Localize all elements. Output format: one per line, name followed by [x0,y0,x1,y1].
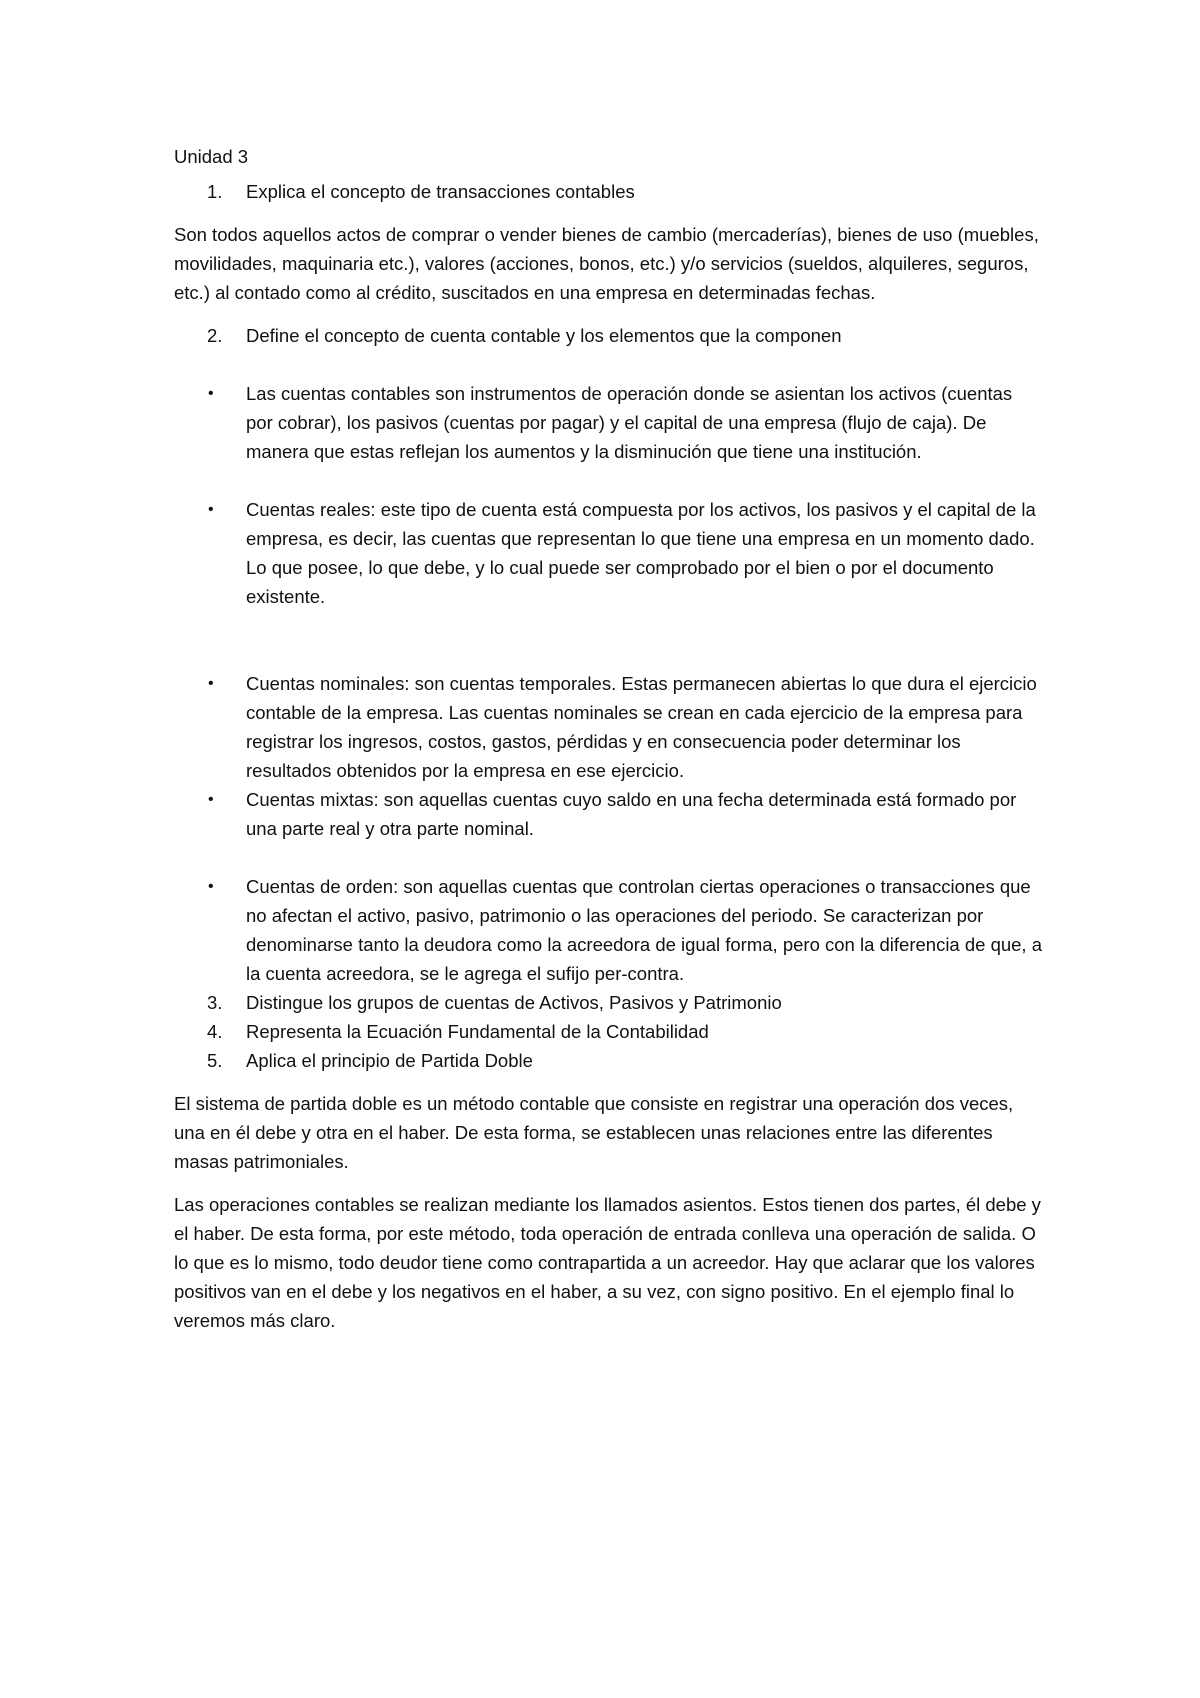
bullet-icon: • [208,791,214,808]
bullet-text: Cuentas de orden: son aquellas cuentas que controlan ciertas operaciones o transacciones que no afectan el activo, pasivo, patrimonio o las operaciones del periodo. Se caracterizan por denominarse tanto la deudora como la acreedora de igual forma, pero con la diferencia de que, a la cuenta acreedora, se le agrega el sufijo per-contra. [246,876,1043,984]
bullet-icon: • [208,878,214,895]
answer-1-paragraph: Son todos aquellos actos de comprar o vender bienes de cambio (mercaderías), bienes de uso (muebles, movilidades, maquinaria etc.), valores (acciones, bonos, etc.) y/o servicios (sueldos, alquileres, seguros, etc.) al contado como al crédito, suscitados en una empresa en determinadas fechas. [174,224,1039,303]
answer-5-paragraph-1: El sistema de partida doble es un método contable que consiste en registrar una operación dos veces, una en él debe y otra en el haber. De esta forma, se establecen unas relaciones entre las diferentes masas patrimoniales. [174,1093,1014,1172]
bullet-icon: • [208,385,214,402]
bullet-item [174,669,1044,785]
question-text: Aplica el principio de Partida Doble [246,1050,533,1071]
bullet-text: Cuentas reales: este tipo de cuenta está compuesta por los activos, los pasivos y el capital de la empresa, es decir, las cuentas que representan lo que tiene una empresa en un momento dado. Lo que posee, lo que debe, y lo cual puede ser comprobado por el bien o por el documento existente. [246,499,1036,607]
question-text: Representa la Ecuación Fundamental de la Contabilidad [246,1021,709,1042]
bullet-text: Cuentas nominales: son cuentas temporales. Estas permanecen abiertas lo que dura el ejercicio contable de la empresa. Las cuentas nominales se crean en cada ejercicio de la empresa para registrar los ingresos, costos, gastos, pérdidas y en consecuencia poder determinar los resultados obtenidos por la empresa en ese ejercicio. [246,673,1037,781]
bullet-item [174,785,1044,843]
unit-title: Unidad 3 [174,146,249,167]
question-1 [174,177,1044,206]
question-2 [174,321,1044,350]
question-number: 1. [207,181,223,202]
question-3 [174,988,1044,1017]
question-number: 5. [207,1050,223,1071]
question-5 [174,1046,1044,1075]
question-number: 2. [207,325,223,346]
question-text: Explica el concepto de transacciones contables [246,181,635,202]
bullet-text: Cuentas mixtas: son aquellas cuentas cuyo saldo en una fecha determinada está formado por una parte real y otra parte nominal. [246,789,1017,839]
question-text: Define el concepto de cuenta contable y los elementos que la componen [246,325,842,346]
answer-5-paragraph-2: Las operaciones contables se realizan mediante los llamados asientos. Estos tienen dos partes, él debe y el haber. De esta forma, por este método, toda operación de entrada conlleva una operación de salida. O lo que es lo mismo, todo deudor tiene como contrapartida a un acreedor. Hay que aclarar que los valores positivos van en el debe y los negativos en el haber, a su vez, con signo positivo. En el ejemplo final lo veremos más claro. [174,1194,1041,1331]
bullet-text: Las cuentas contables son instrumentos de operación donde se asientan los activos (cuentas por cobrar), los pasivos (cuentas por pagar) y el capital de una empresa (flujo de caja). De manera que estas reflejan los aumentos y la disminución que tiene una institución. [246,383,1013,462]
bullet-icon: • [208,675,214,692]
question-number: 4. [207,1021,223,1042]
bullet-icon: • [208,501,214,518]
document-body [174,142,1044,1335]
question-number: 3. [207,992,223,1013]
question-text: Distingue los grupos de cuentas de Activos, Pasivos y Patrimonio [246,992,782,1013]
bullet-item [174,379,1044,466]
bullet-item [174,495,1044,611]
question-4 [174,1017,1044,1046]
bullet-item [174,872,1044,988]
